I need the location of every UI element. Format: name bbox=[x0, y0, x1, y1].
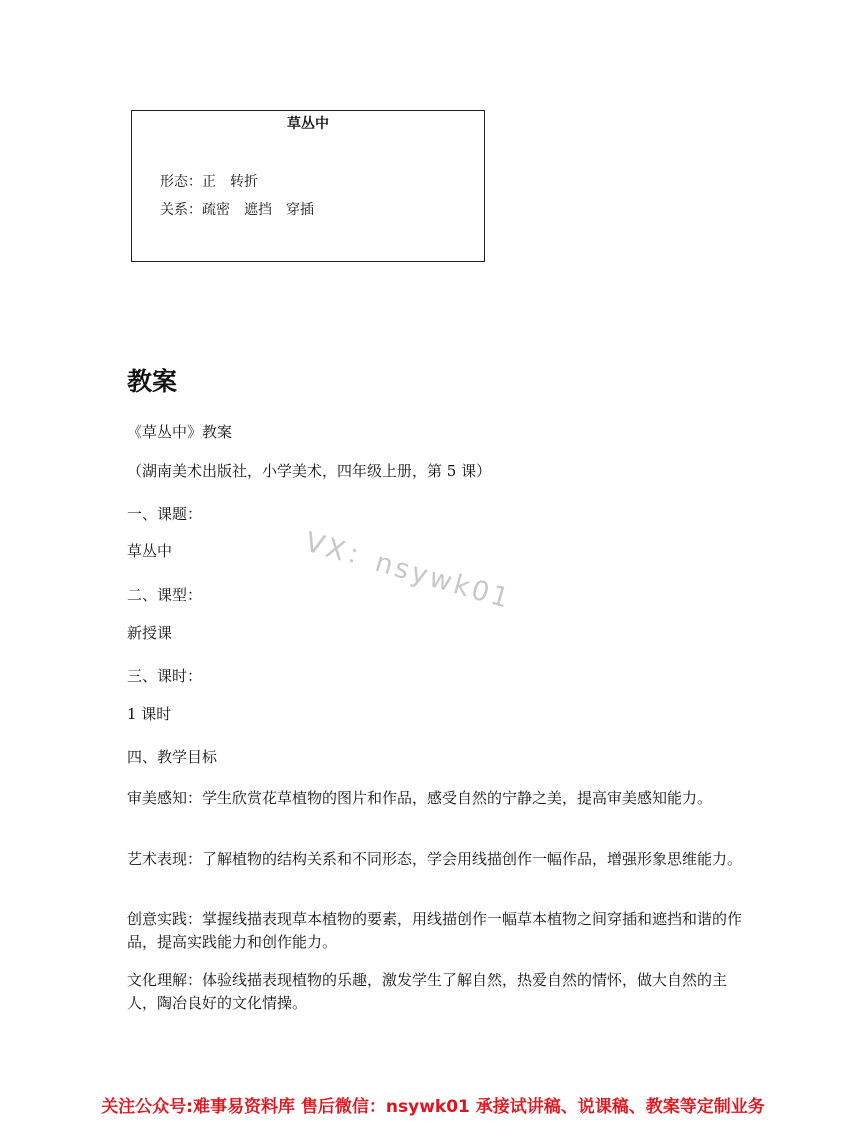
objective-expression: 艺术表现：了解植物的结构关系和不同形态，学会用线描创作一幅作品，增强形象思维能力。 bbox=[127, 850, 743, 868]
footer-banner: 关注公众号:难事易资料库 售后微信：nsywk01 承接试讲稿、说课稿、教案等定制业务 bbox=[101, 1097, 765, 1117]
topic-label: 一、课题： bbox=[127, 505, 203, 523]
hours-value: 1 课时 bbox=[127, 705, 172, 723]
watermark: VX：nsywk01 bbox=[301, 526, 516, 616]
board-title: 草丛中 bbox=[287, 116, 329, 132]
objective-culture: 文化理解：体验线描表现植物的乐趣，激发学生了解自然，热爱自然的情怀，做大自然的主人，陶冶良好的文化情操。 bbox=[127, 971, 728, 1012]
type-value: 新授课 bbox=[127, 624, 173, 642]
topic-value: 草丛中 bbox=[127, 542, 173, 560]
lesson-title: 《草丛中》教案 bbox=[127, 423, 233, 441]
objective-practice: 创意实践：掌握线描表现草本植物的要素，用线描创作一幅草本植物之间穿插和遮挡和谐的作品，提高实践能力和创作能力。 bbox=[127, 910, 743, 951]
board-relation-line: 关系：疏密 遮挡 穿插 bbox=[160, 202, 314, 218]
objectives-label: 四、教学目标 bbox=[127, 748, 218, 766]
hours-label: 三、课时： bbox=[127, 667, 203, 685]
board-form-line: 形态：正 转折 bbox=[160, 174, 258, 190]
blackboard-design-box bbox=[131, 110, 485, 262]
objective-aesthetic: 审美感知：学生欣赏花草植物的图片和作品，感受自然的宁静之美，提高审美感知能力。 bbox=[127, 789, 713, 807]
type-label: 二、课型： bbox=[127, 586, 203, 604]
publisher-info: （湖南美术出版社，小学美术，四年级上册，第 5 课） bbox=[127, 462, 492, 480]
section-heading: 教案 bbox=[127, 367, 178, 396]
